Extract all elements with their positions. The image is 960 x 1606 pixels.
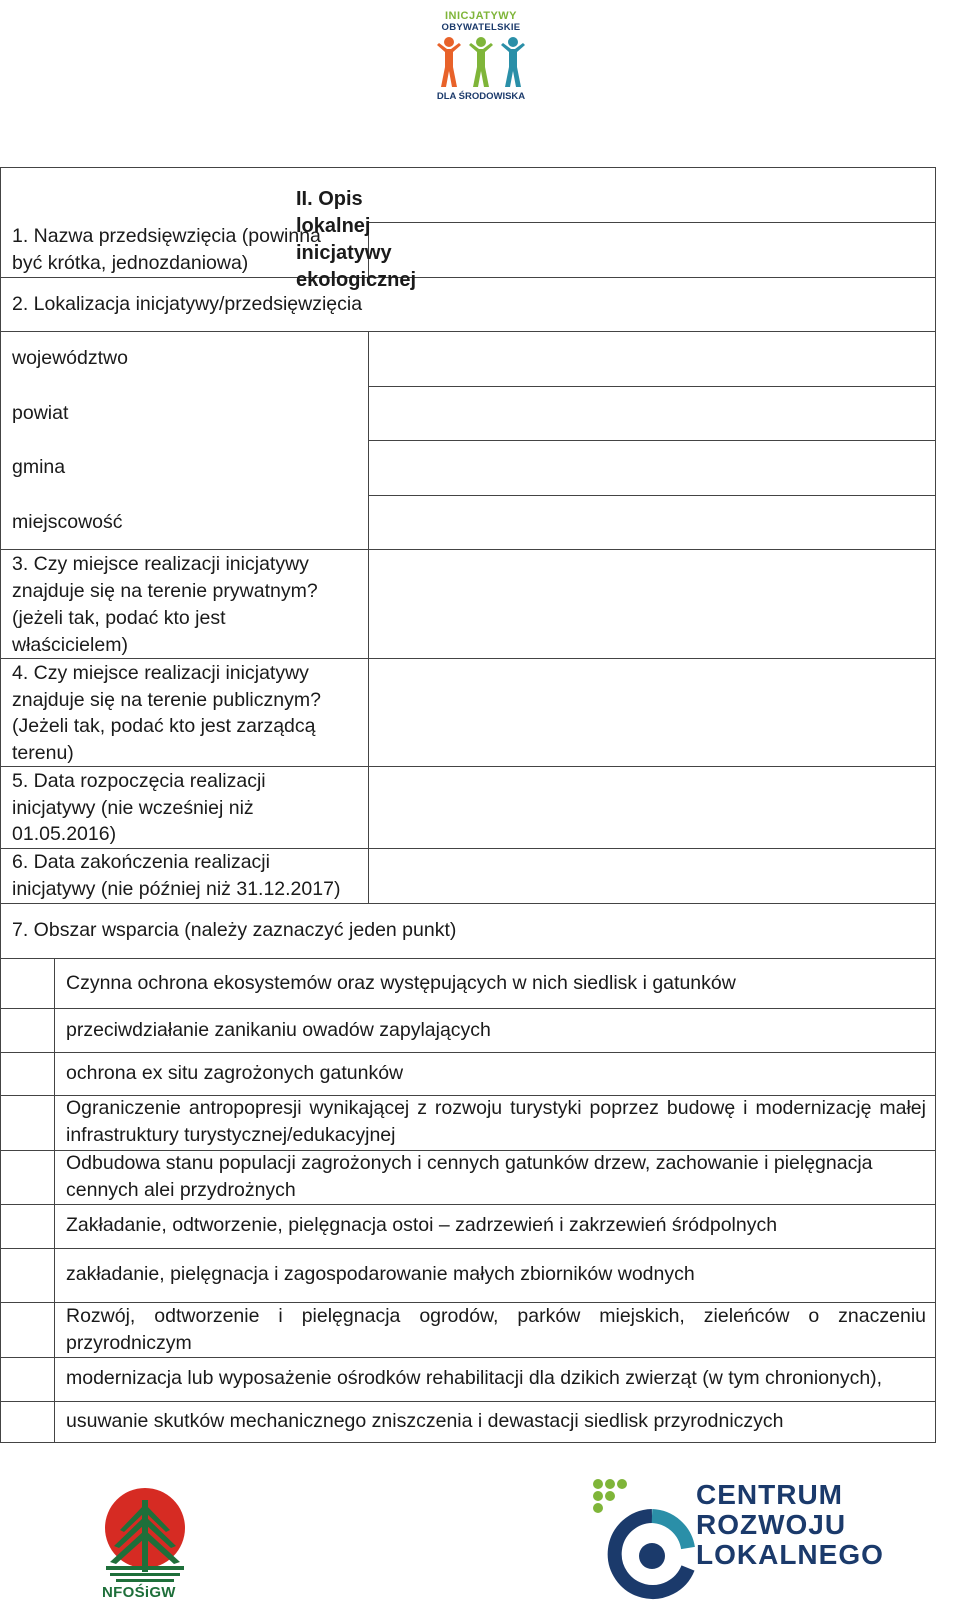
option-label: modernizacja lub wyposażenie ośrodków rehabilitacji dla dzikich zwierząt (w tym chronionych), xyxy=(66,1367,883,1389)
option-checkbox[interactable] xyxy=(0,1304,54,1356)
option-checkbox[interactable] xyxy=(0,1359,54,1400)
label-private-3: (jeżeli tak, podać kto jest xyxy=(12,607,226,629)
nfosigw-logo xyxy=(100,1486,190,1606)
option-label: Czynna ochrona ekosystemów oraz występujących w nich siedlisk i gatunków xyxy=(66,972,736,994)
option-label: usuwanie skutków mechanicznego zniszczenia i dewastacji siedlisk przyrodniczych xyxy=(66,1410,784,1432)
label-locality: miejscowość xyxy=(12,511,123,533)
option-label: Zakładanie, odtworzenie, pielęgnacja ostoi – zadrzewień i zakrzewień śródpolnych xyxy=(66,1214,778,1236)
logo-line-2: OBYWATELSKIE xyxy=(441,22,521,33)
option-checkbox[interactable] xyxy=(0,1054,54,1094)
private-input-cell[interactable] xyxy=(370,551,934,657)
label-end-2: inicjatywy (nie później niż 31.12.2017) xyxy=(12,878,341,900)
label-name-1: 1. Nazwa przedsięwzięcia (powinna xyxy=(12,225,321,247)
option-checkbox[interactable] xyxy=(0,1097,54,1149)
option-checkbox[interactable] xyxy=(0,1403,54,1441)
crl-emblem-icon xyxy=(590,1476,700,1606)
option-label: zakładanie, pielęgnacja i zagospodarowanie małych zbiorników wodnych xyxy=(66,1263,695,1285)
label-private-1: 3. Czy miejsce realizacji inicjatywy xyxy=(12,553,309,575)
county-input-cell[interactable] xyxy=(370,388,934,439)
label-support-area: 7. Obszar wsparcia (należy zaznaczyć jeden punkt) xyxy=(12,919,457,941)
start-date-input-cell[interactable] xyxy=(370,768,934,847)
option-label: przeciwdziałanie zanikaniu owadów zapylających xyxy=(66,1019,491,1041)
label-private-2: znajduje się na terenie prywatnym? xyxy=(12,580,318,602)
label-public-2: znajduje się na terenie publicznym? xyxy=(12,689,321,711)
label-start-2: inicjatywy (nie wcześniej niż xyxy=(12,797,254,819)
label-county: powiat xyxy=(12,402,69,424)
people-figures-icon xyxy=(431,35,531,89)
initiatives-logo xyxy=(426,10,536,110)
label-location: 2. Lokalizacja inicjatywy/przedsięwzięcia xyxy=(12,293,363,315)
nfosigw-emblem-icon xyxy=(100,1486,190,1584)
label-commune: gmina xyxy=(12,456,66,478)
label-name-2: być krótka, jednozdaniowa) xyxy=(12,252,249,274)
label-public-1: 4. Czy miejsce realizacji inicjatywy xyxy=(12,662,309,684)
label-start-1: 5. Data rozpoczęcia realizacji xyxy=(12,770,266,792)
public-input-cell[interactable] xyxy=(370,660,934,765)
option-checkbox[interactable] xyxy=(0,1152,54,1203)
label-private-4: właścicielem) xyxy=(12,634,128,656)
centrum-rozwoju-lokalnego-logo xyxy=(590,1476,884,1606)
logo-line-3: DLA ŚRODOWISKA xyxy=(436,91,526,102)
option-checkbox[interactable] xyxy=(0,960,54,1007)
label-start-3: 01.05.2016) xyxy=(12,823,117,845)
option-checkbox[interactable] xyxy=(0,1010,54,1051)
option-label: Odbudowa stanu populacji zagrożonych i cennych gatunków drzew, zachowanie i pielęgnacja cennych alei przydrożnych xyxy=(66,1152,873,1201)
option-checkbox[interactable] xyxy=(0,1206,54,1247)
end-date-input-cell[interactable] xyxy=(370,850,934,902)
option-label: ochrona ex situ zagrożonych gatunków xyxy=(66,1062,404,1084)
name-input-cell[interactable] xyxy=(370,224,934,276)
commune-input-cell[interactable] xyxy=(370,442,934,494)
label-public-3: (Jeżeli tak, podać kto jest zarządcą xyxy=(12,715,316,737)
nfosigw-label: NFOŚiGW xyxy=(102,1584,176,1601)
locality-input-cell[interactable] xyxy=(370,497,934,548)
crl-line-1: CENTRUM xyxy=(696,1479,843,1510)
crl-line-2: ROZWOJU xyxy=(696,1509,847,1540)
voivodeship-input-cell[interactable] xyxy=(370,333,934,385)
label-public-4: terenu) xyxy=(12,742,74,764)
label-voivodeship: województwo xyxy=(12,347,128,369)
logo-line-1: INICJATYWY xyxy=(444,10,518,22)
section-title: II. Opis lokalnej inicjatywy ekologicznej xyxy=(296,188,417,291)
crl-line-3: LOKALNEGO xyxy=(696,1539,884,1570)
option-label: Rozwój, odtworzenie i pielęgnacja ogrodów, parków miejskich, zieleńców o znaczeniu przyrodniczym xyxy=(66,1305,926,1354)
option-label: Ograniczenie antropopresji wynikającej z rozwoju turystyki poprzez budowę i modernizację małej infrastruktury turystycznej/edukacyjnej xyxy=(66,1097,926,1146)
option-checkbox[interactable] xyxy=(0,1250,54,1301)
label-end-1: 6. Data zakończenia realizacji xyxy=(12,851,270,873)
